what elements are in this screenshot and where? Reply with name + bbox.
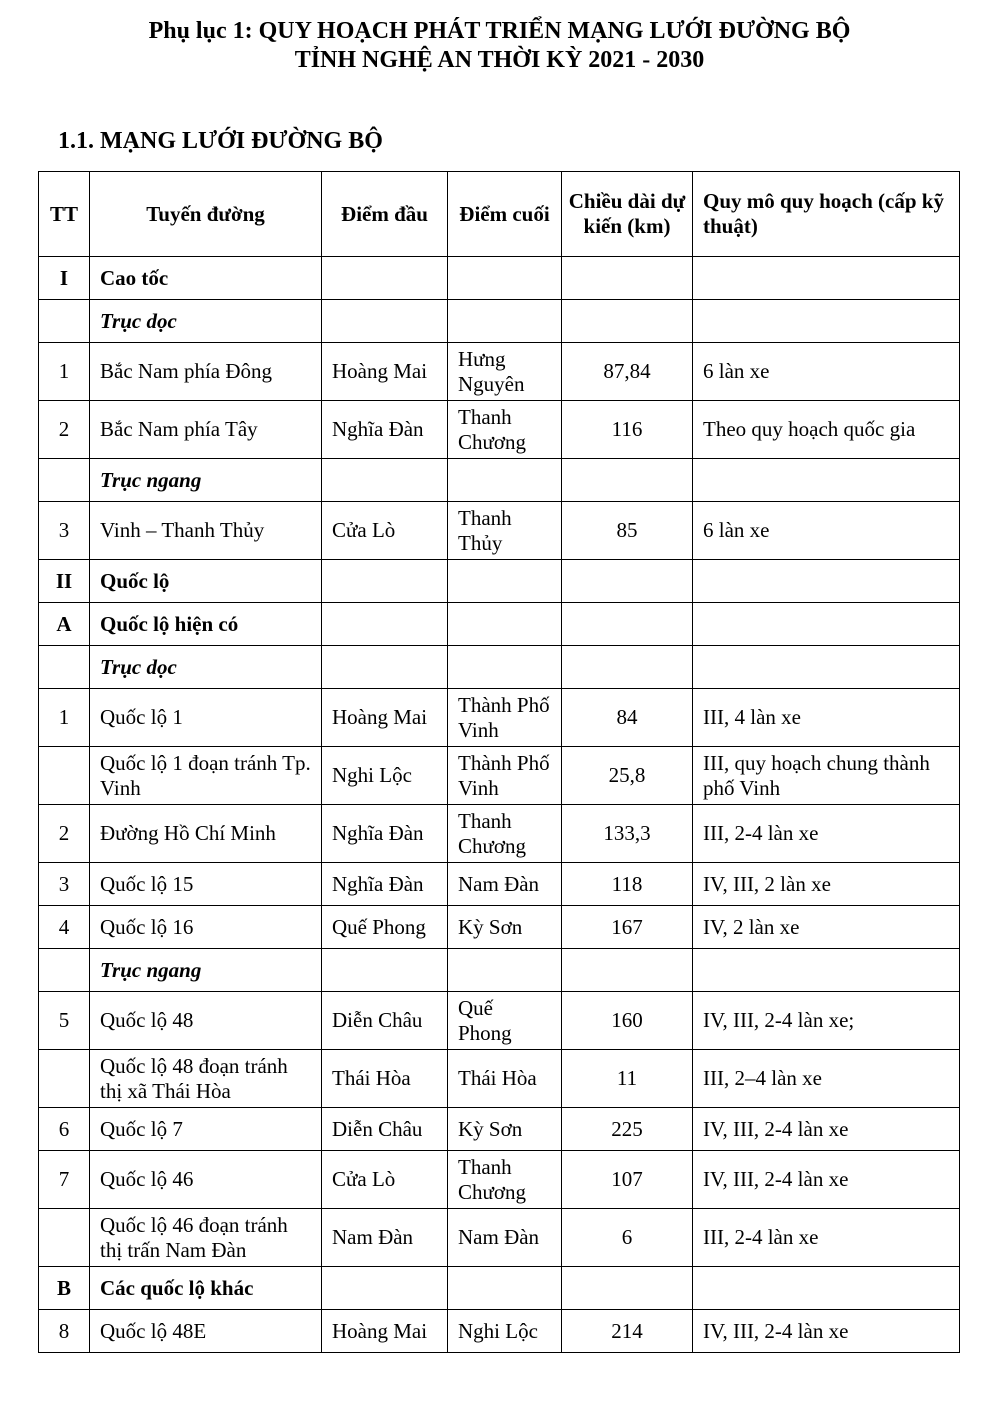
table-header-row — [39, 172, 960, 257]
document-title-line-2: TỈNH NGHỆ AN THỜI KỲ 2021 - 2030 — [294, 47, 705, 73]
cell-end-point — [448, 949, 562, 992]
cell-end-point — [448, 603, 562, 646]
table-subgroup-row — [39, 300, 960, 343]
cell-start-point: Diễn Châu — [322, 992, 448, 1050]
cell-route: Quốc lộ hiện có — [90, 603, 322, 646]
table-subgroup-row — [39, 646, 960, 689]
cell-end-point: Thanh Thủy — [448, 502, 562, 560]
cell-start-point: Nghĩa Đàn — [322, 401, 448, 459]
cell-start-point: Thái Hòa — [322, 1050, 448, 1108]
header-route: Tuyến đường — [90, 172, 322, 257]
cell-tt: 7 — [39, 1151, 90, 1209]
table-row — [39, 401, 960, 459]
table-group-row — [39, 603, 960, 646]
cell-end-point: Thái Hòa — [448, 1050, 562, 1108]
cell-planned-scale — [693, 300, 960, 343]
cell-length: 214 — [562, 1310, 693, 1353]
table-row — [39, 863, 960, 906]
cell-start-point: Hoàng Mai — [322, 343, 448, 401]
cell-route: Vinh – Thanh Thủy — [90, 502, 322, 560]
cell-tt: 3 — [39, 502, 90, 560]
cell-tt: 5 — [39, 992, 90, 1050]
table-group-row — [39, 560, 960, 603]
cell-start-point: Nghĩa Đàn — [322, 863, 448, 906]
table-group-row — [39, 257, 960, 300]
cell-length: 11 — [562, 1050, 693, 1108]
cell-end-point: Thành Phố Vinh — [448, 689, 562, 747]
cell-tt: II — [39, 560, 90, 603]
cell-length: 160 — [562, 992, 693, 1050]
cell-route: Trục ngang — [90, 949, 322, 992]
cell-length: 6 — [562, 1209, 693, 1267]
cell-length — [562, 1267, 693, 1310]
cell-length: 85 — [562, 502, 693, 560]
cell-planned-scale: III, 2–4 làn xe — [693, 1050, 960, 1108]
cell-start-point — [322, 459, 448, 502]
cell-tt — [39, 646, 90, 689]
cell-tt: 1 — [39, 343, 90, 401]
cell-tt — [39, 459, 90, 502]
cell-end-point — [448, 459, 562, 502]
cell-route: Quốc lộ 15 — [90, 863, 322, 906]
cell-tt: 2 — [39, 805, 90, 863]
table-subgroup-row — [39, 949, 960, 992]
cell-length — [562, 949, 693, 992]
cell-planned-scale — [693, 603, 960, 646]
cell-tt — [39, 747, 90, 805]
document-title-line-1: Phụ lục 1: QUY HOẠCH PHÁT TRIỂN MẠNG LƯỚI ĐƯỜNG BỘ — [148, 18, 851, 44]
cell-route: Quốc lộ 1 đoạn tránh Tp. Vinh — [90, 747, 322, 805]
cell-start-point: Quế Phong — [322, 906, 448, 949]
cell-end-point — [448, 560, 562, 603]
table-row — [39, 1151, 960, 1209]
cell-end-point: Nghi Lộc — [448, 1310, 562, 1353]
table-row — [39, 906, 960, 949]
cell-route: Quốc lộ 46 đoạn tránh thị trấn Nam Đàn — [90, 1209, 322, 1267]
cell-length: 133,3 — [562, 805, 693, 863]
cell-planned-scale: IV, III, 2 làn xe — [693, 863, 960, 906]
cell-length — [562, 257, 693, 300]
cell-end-point — [448, 257, 562, 300]
table-row — [39, 1209, 960, 1267]
cell-tt: 4 — [39, 906, 90, 949]
cell-tt — [39, 1209, 90, 1267]
cell-planned-scale: IV, 2 làn xe — [693, 906, 960, 949]
cell-start-point — [322, 1267, 448, 1310]
header-planned-scale: Quy mô quy hoạch (cấp kỹ thuật) — [693, 172, 960, 257]
cell-planned-scale: 6 làn xe — [693, 502, 960, 560]
cell-route: Đường Hồ Chí Minh — [90, 805, 322, 863]
cell-length — [562, 603, 693, 646]
cell-end-point: Thanh Chương — [448, 1151, 562, 1209]
cell-length — [562, 459, 693, 502]
cell-end-point — [448, 646, 562, 689]
cell-start-point: Cửa Lò — [322, 502, 448, 560]
cell-planned-scale: III, 2-4 làn xe — [693, 805, 960, 863]
header-start-point: Điểm đầu — [322, 172, 448, 257]
cell-end-point: Thành Phố Vinh — [448, 747, 562, 805]
cell-end-point: Nam Đàn — [448, 863, 562, 906]
cell-route: Các quốc lộ khác — [90, 1267, 322, 1310]
cell-planned-scale: 6 làn xe — [693, 343, 960, 401]
cell-planned-scale: IV, III, 2-4 làn xe — [693, 1108, 960, 1151]
cell-planned-scale — [693, 646, 960, 689]
cell-start-point — [322, 257, 448, 300]
cell-length: 107 — [562, 1151, 693, 1209]
cell-route: Quốc lộ — [90, 560, 322, 603]
cell-route: Trục dọc — [90, 646, 322, 689]
cell-planned-scale: IV, III, 2-4 làn xe; — [693, 992, 960, 1050]
cell-start-point: Nam Đàn — [322, 1209, 448, 1267]
cell-start-point: Hoàng Mai — [322, 1310, 448, 1353]
table-body — [39, 257, 960, 1353]
cell-planned-scale: III, 2-4 làn xe — [693, 1209, 960, 1267]
cell-end-point: Thanh Chương — [448, 805, 562, 863]
table-row — [39, 343, 960, 401]
cell-length: 167 — [562, 906, 693, 949]
cell-route: Bắc Nam phía Đông — [90, 343, 322, 401]
cell-start-point: Nghi Lộc — [322, 747, 448, 805]
header-tt: TT — [39, 172, 90, 257]
cell-start-point — [322, 646, 448, 689]
cell-start-point: Nghĩa Đàn — [322, 805, 448, 863]
cell-tt: 1 — [39, 689, 90, 747]
table-group-row — [39, 1267, 960, 1310]
cell-end-point: Quế Phong — [448, 992, 562, 1050]
cell-length — [562, 646, 693, 689]
cell-tt: B — [39, 1267, 90, 1310]
cell-route: Trục dọc — [90, 300, 322, 343]
table-row — [39, 1108, 960, 1151]
cell-tt — [39, 300, 90, 343]
cell-planned-scale — [693, 1267, 960, 1310]
cell-tt: 8 — [39, 1310, 90, 1353]
cell-planned-scale: Theo quy hoạch quốc gia — [693, 401, 960, 459]
cell-planned-scale: III, quy hoạch chung thành phố Vinh — [693, 747, 960, 805]
cell-planned-scale: IV, III, 2-4 làn xe — [693, 1310, 960, 1353]
section-heading: 1.1. MẠNG LƯỚI ĐƯỜNG BỘ — [58, 128, 383, 154]
cell-end-point: Kỳ Sơn — [448, 1108, 562, 1151]
cell-tt: A — [39, 603, 90, 646]
road-network-table — [38, 171, 960, 1353]
cell-length — [562, 300, 693, 343]
cell-route: Quốc lộ 16 — [90, 906, 322, 949]
cell-route: Quốc lộ 46 — [90, 1151, 322, 1209]
table-row — [39, 805, 960, 863]
header-length: Chiều dài dự kiến (km) — [562, 172, 693, 257]
cell-route: Quốc lộ 48 đoạn tránh thị xã Thái Hòa — [90, 1050, 322, 1108]
cell-tt: 2 — [39, 401, 90, 459]
cell-end-point: Nam Đàn — [448, 1209, 562, 1267]
cell-tt — [39, 1050, 90, 1108]
cell-route: Cao tốc — [90, 257, 322, 300]
cell-start-point: Hoàng Mai — [322, 689, 448, 747]
cell-planned-scale — [693, 459, 960, 502]
cell-route: Trục ngang — [90, 459, 322, 502]
cell-start-point — [322, 560, 448, 603]
cell-planned-scale: IV, III, 2-4 làn xe — [693, 1151, 960, 1209]
cell-tt: 3 — [39, 863, 90, 906]
cell-end-point: Thanh Chương — [448, 401, 562, 459]
cell-start-point — [322, 603, 448, 646]
table-row — [39, 1310, 960, 1353]
table-row — [39, 502, 960, 560]
cell-length: 225 — [562, 1108, 693, 1151]
cell-planned-scale — [693, 560, 960, 603]
cell-tt — [39, 949, 90, 992]
cell-length: 25,8 — [562, 747, 693, 805]
table-row — [39, 747, 960, 805]
cell-length: 116 — [562, 401, 693, 459]
cell-start-point — [322, 949, 448, 992]
document-title — [0, 17, 999, 75]
cell-length — [562, 560, 693, 603]
cell-planned-scale: III, 4 làn xe — [693, 689, 960, 747]
cell-start-point: Diễn Châu — [322, 1108, 448, 1151]
table-row — [39, 689, 960, 747]
cell-planned-scale — [693, 257, 960, 300]
header-end-point: Điểm cuối — [448, 172, 562, 257]
cell-route: Quốc lộ 48 — [90, 992, 322, 1050]
cell-end-point: Kỳ Sơn — [448, 906, 562, 949]
cell-route: Quốc lộ 48E — [90, 1310, 322, 1353]
cell-planned-scale — [693, 949, 960, 992]
cell-end-point — [448, 1267, 562, 1310]
cell-length: 118 — [562, 863, 693, 906]
cell-length: 84 — [562, 689, 693, 747]
table-row — [39, 1050, 960, 1108]
cell-route: Bắc Nam phía Tây — [90, 401, 322, 459]
cell-length: 87,84 — [562, 343, 693, 401]
cell-route: Quốc lộ 1 — [90, 689, 322, 747]
cell-tt: I — [39, 257, 90, 300]
cell-start-point — [322, 300, 448, 343]
cell-end-point: Hưng Nguyên — [448, 343, 562, 401]
cell-route: Quốc lộ 7 — [90, 1108, 322, 1151]
table-row — [39, 992, 960, 1050]
table-subgroup-row — [39, 459, 960, 502]
cell-end-point — [448, 300, 562, 343]
cell-tt: 6 — [39, 1108, 90, 1151]
cell-start-point: Cửa Lò — [322, 1151, 448, 1209]
